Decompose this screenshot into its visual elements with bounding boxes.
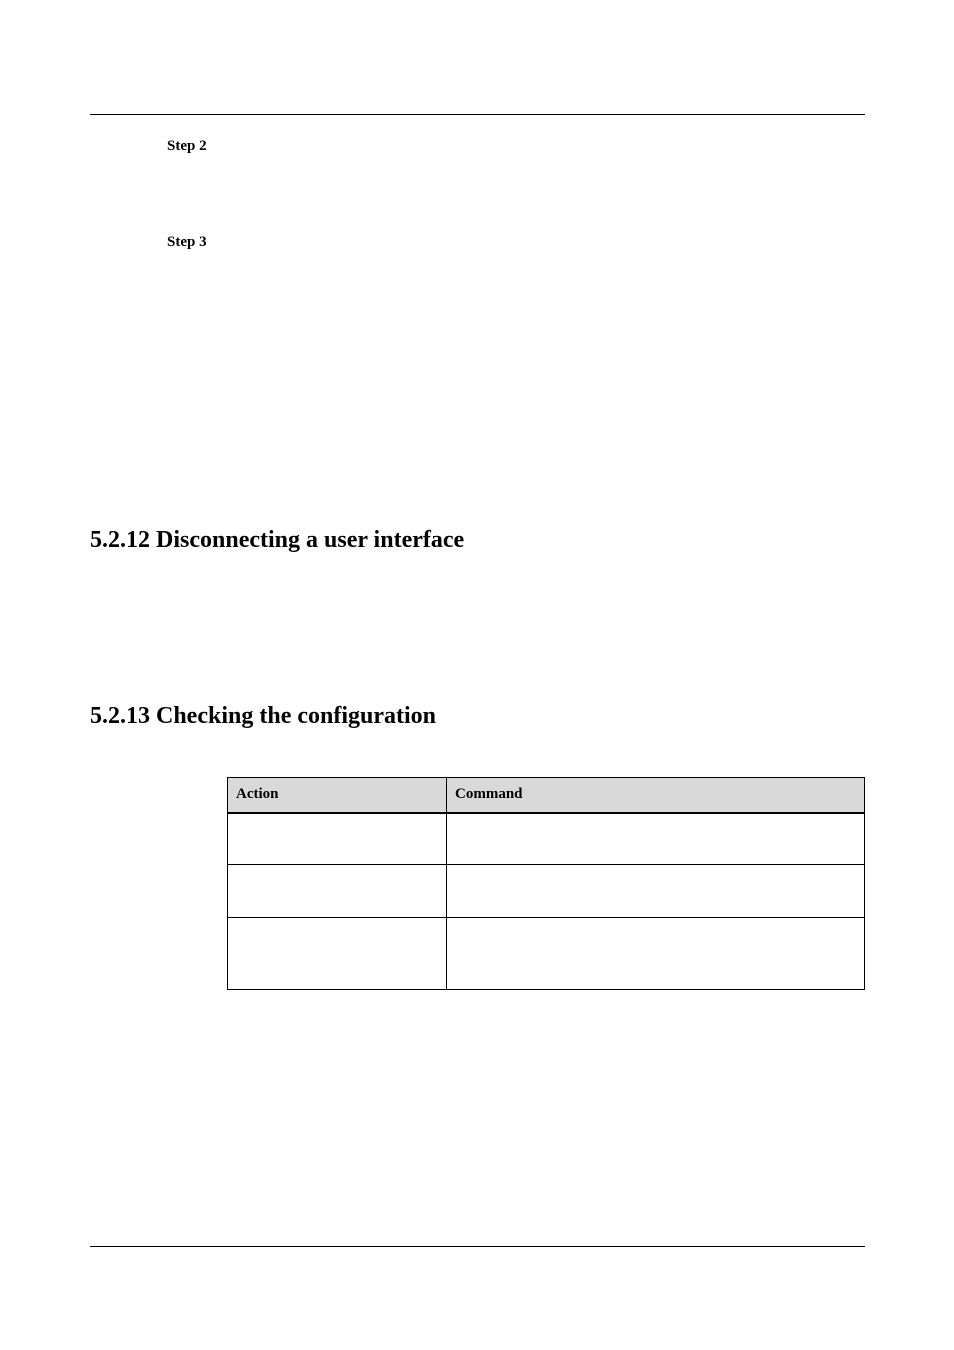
footer-rule [90, 1246, 865, 1247]
table-cell-action [228, 865, 447, 918]
table-cell-command [447, 865, 865, 918]
table-row [228, 813, 865, 865]
table-cell-action [228, 918, 447, 990]
header-rule [90, 114, 865, 115]
column-header-command: Command [447, 778, 865, 813]
table-cell-command [447, 813, 865, 865]
table-cell-action [228, 813, 447, 865]
configuration-check-table [227, 777, 865, 990]
column-header-action: Action [228, 778, 447, 813]
table-cell-command [447, 918, 865, 990]
table-header-row [228, 778, 865, 813]
table-row [228, 865, 865, 918]
step-3-label: Step 3 [167, 234, 207, 250]
section-heading-disconnecting: 5.2.12 Disconnecting a user interface [90, 527, 465, 553]
step-2-label: Step 2 [167, 138, 207, 154]
section-heading-checking: 5.2.13 Checking the configuration [90, 703, 437, 729]
table-row [228, 918, 865, 990]
